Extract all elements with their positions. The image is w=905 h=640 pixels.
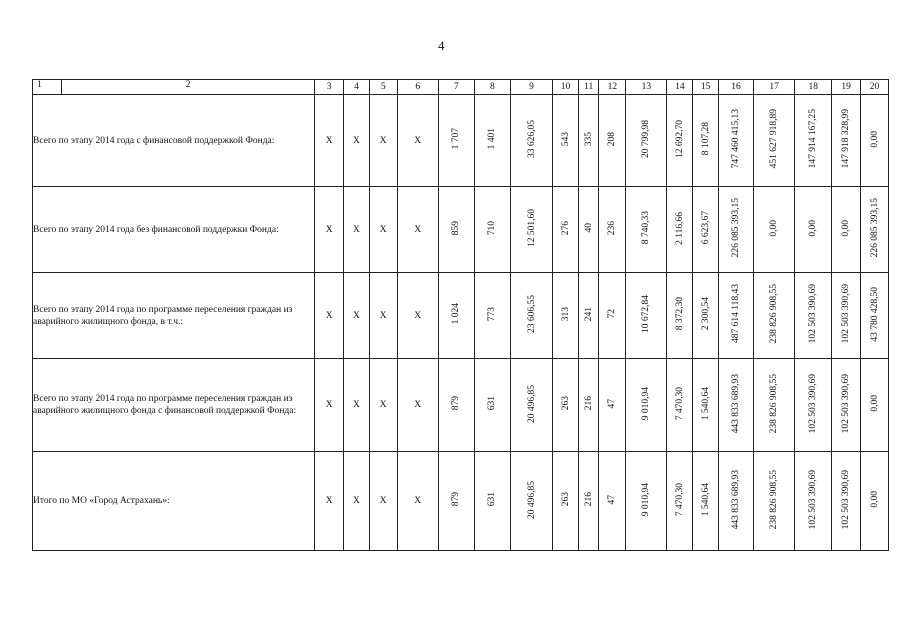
value-cell xyxy=(667,359,693,452)
value-cell xyxy=(510,95,552,187)
cross-cell: X xyxy=(369,452,397,551)
header-cell: 2 xyxy=(185,80,191,90)
cross-cell: X xyxy=(315,273,344,359)
value-cell xyxy=(693,95,719,187)
value-cell xyxy=(753,273,794,359)
value-text: 7 470,30 xyxy=(674,386,685,421)
value-cell xyxy=(861,359,889,452)
table-row xyxy=(33,452,889,551)
value-text: 0,00 xyxy=(869,491,880,508)
value-cell xyxy=(626,273,667,359)
cross-cell: X xyxy=(369,187,397,273)
value-text: 238 826 908,55 xyxy=(769,469,780,530)
header-cell: 3 xyxy=(315,80,344,95)
value-cell xyxy=(832,359,861,452)
value-text: 238 826 908,55 xyxy=(769,373,780,434)
value-text: 47 xyxy=(607,398,618,409)
value-cell xyxy=(861,273,889,359)
value-cell xyxy=(861,187,889,273)
value-cell xyxy=(718,187,753,273)
header-cell: 5 xyxy=(369,80,397,95)
value-text: 443 833 689,93 xyxy=(730,469,741,530)
cross-cell: X xyxy=(397,273,438,359)
value-cell xyxy=(599,95,626,187)
value-text: 859 xyxy=(451,220,462,236)
value-text: 2 300,54 xyxy=(700,297,711,331)
value-text: 276 xyxy=(560,220,571,236)
cross-cell: X xyxy=(369,273,397,359)
value-cell xyxy=(718,359,753,452)
value-text: 20 496,85 xyxy=(526,480,537,519)
cross-cell: X xyxy=(315,359,344,452)
value-cell xyxy=(693,187,719,273)
header-cell: 9 xyxy=(510,80,552,95)
page-number: 4 xyxy=(438,38,445,53)
value-text: 33 626,05 xyxy=(526,120,537,158)
value-text: 1 401 xyxy=(487,128,498,150)
value-cell xyxy=(578,273,599,359)
value-cell xyxy=(599,452,626,551)
value-text: 8 372,30 xyxy=(674,297,685,331)
value-cell xyxy=(578,95,599,187)
header-cell: 11 xyxy=(578,80,599,95)
cross-cell: X xyxy=(344,359,370,452)
value-cell xyxy=(795,273,832,359)
value-cell xyxy=(474,187,510,273)
value-text: 0,00 xyxy=(808,219,819,237)
value-text: 8 740,33 xyxy=(641,211,652,245)
value-text: 12 501,60 xyxy=(526,209,537,247)
cross-cell: X xyxy=(397,187,438,273)
value-cell xyxy=(474,273,510,359)
value-cell xyxy=(832,273,861,359)
value-text: 443 833 689,93 xyxy=(730,373,741,434)
value-cell xyxy=(795,359,832,452)
row-label: Всего по этапу 2014 года по программе переселения граждан из аварийного жилищного фонда с финансовой поддержкой Фонда: xyxy=(33,359,315,452)
value-text: 0,00 xyxy=(841,219,852,237)
value-text: 20 799,98 xyxy=(641,120,652,158)
value-cell xyxy=(753,452,794,551)
value-cell xyxy=(438,359,474,452)
row-label: Всего по этапу 2014 года с финансовой поддержкой Фонда: xyxy=(33,95,315,187)
value-text: 631 xyxy=(487,492,498,507)
value-text: 147 918 328,99 xyxy=(841,109,852,169)
value-text: 23 606,55 xyxy=(526,295,537,333)
value-text: 263 xyxy=(560,492,571,507)
header-cell: 20 xyxy=(861,80,889,95)
value-text: 236 xyxy=(607,220,618,236)
value-text: 313 xyxy=(560,306,571,322)
value-cell xyxy=(795,95,832,187)
value-text: 47 xyxy=(607,494,618,505)
value-cell xyxy=(474,95,510,187)
data-table xyxy=(32,79,889,551)
cross-cell: X xyxy=(369,95,397,187)
value-cell xyxy=(578,452,599,551)
value-cell xyxy=(753,359,794,452)
value-cell xyxy=(553,187,579,273)
value-text: 1 707 xyxy=(451,128,462,150)
value-text: 631 xyxy=(487,396,498,411)
value-cell xyxy=(693,359,719,452)
value-cell xyxy=(553,273,579,359)
row-label: Всего по этапу 2014 года по программе переселения граждан из аварийного жилищного фонда, в т.ч.: xyxy=(33,273,315,359)
value-cell xyxy=(474,452,510,551)
value-text: 263 xyxy=(560,396,571,411)
value-cell xyxy=(510,187,552,273)
header-cell: 8 xyxy=(474,80,510,95)
value-text: 102 503 390,69 xyxy=(808,373,819,434)
value-cell xyxy=(438,187,474,273)
value-cell xyxy=(667,187,693,273)
cross-cell: X xyxy=(315,95,344,187)
value-cell xyxy=(510,273,552,359)
value-text: 9 010,94 xyxy=(641,386,652,421)
cross-cell: X xyxy=(369,359,397,452)
value-text: 102 503 390,69 xyxy=(808,469,819,530)
value-cell xyxy=(795,187,832,273)
value-cell xyxy=(753,95,794,187)
value-text: 216 xyxy=(583,396,594,411)
value-cell xyxy=(553,359,579,452)
header-cell: 1 xyxy=(35,80,62,94)
table-row xyxy=(33,359,889,452)
value-text: 710 xyxy=(487,220,498,236)
value-text: 102 503 390,69 xyxy=(808,284,819,344)
header-cell: 4 xyxy=(344,80,370,95)
value-text: 12 692,70 xyxy=(674,120,685,158)
header-cell: 16 xyxy=(718,80,753,95)
value-text: 226 085 393,15 xyxy=(869,198,880,258)
value-text: 451 627 918,89 xyxy=(769,109,780,169)
value-cell xyxy=(599,187,626,273)
table-row xyxy=(33,187,889,273)
value-text: 102 503 390,69 xyxy=(841,284,852,344)
cross-cell: X xyxy=(344,452,370,551)
cross-cell: X xyxy=(397,95,438,187)
cross-cell: X xyxy=(315,452,344,551)
value-cell xyxy=(599,359,626,452)
row-label: Итого по МО «Город Астрахань»: xyxy=(33,452,315,551)
value-cell xyxy=(510,359,552,452)
value-text: 2 116,66 xyxy=(674,211,685,245)
header-cell xyxy=(33,80,315,95)
value-text: 8 107,28 xyxy=(700,122,711,156)
value-text: 9 010,94 xyxy=(641,482,652,517)
cross-cell: X xyxy=(344,187,370,273)
value-cell xyxy=(553,452,579,551)
header-cell: 13 xyxy=(626,80,667,95)
value-text: 543 xyxy=(560,131,571,147)
value-text: 226 085 393,15 xyxy=(730,198,741,258)
value-text: 6 623,67 xyxy=(700,211,711,245)
header-cell: 18 xyxy=(795,80,832,95)
value-text: 747 460 415,13 xyxy=(730,109,741,169)
value-text: 335 xyxy=(583,131,594,147)
cross-cell: X xyxy=(315,187,344,273)
value-cell xyxy=(795,452,832,551)
value-text: 773 xyxy=(487,306,498,322)
value-text: 1 024 xyxy=(451,303,462,325)
table-row xyxy=(33,95,889,187)
value-text: 487 614 118,43 xyxy=(730,284,741,344)
value-text: 102 503 390,69 xyxy=(841,373,852,434)
value-text: 147 914 167,25 xyxy=(808,109,819,169)
value-text: 0,00 xyxy=(769,219,780,237)
value-cell xyxy=(510,452,552,551)
value-text: 0,00 xyxy=(869,130,880,148)
value-cell xyxy=(832,95,861,187)
header-cell: 12 xyxy=(599,80,626,95)
value-cell xyxy=(626,187,667,273)
value-cell xyxy=(438,452,474,551)
table-row xyxy=(33,273,889,359)
header-cell: 17 xyxy=(753,80,794,95)
header-cell: 19 xyxy=(832,80,861,95)
value-cell xyxy=(693,452,719,551)
value-cell xyxy=(626,95,667,187)
value-text: 43 780 428,50 xyxy=(869,286,880,342)
value-cell xyxy=(626,452,667,551)
value-cell xyxy=(667,452,693,551)
value-cell xyxy=(718,273,753,359)
cross-cell: X xyxy=(344,273,370,359)
value-cell xyxy=(578,359,599,452)
cross-cell: X xyxy=(397,452,438,551)
value-cell xyxy=(667,95,693,187)
value-text: 7 470,30 xyxy=(674,482,685,517)
header-cell: 14 xyxy=(667,80,693,95)
value-cell xyxy=(599,273,626,359)
value-text: 0,00 xyxy=(869,395,880,412)
value-cell xyxy=(832,452,861,551)
value-text: 72 xyxy=(607,309,618,319)
value-text: 879 xyxy=(451,396,462,411)
value-cell xyxy=(626,359,667,452)
value-cell xyxy=(753,187,794,273)
value-text: 10 672,84 xyxy=(641,295,652,333)
value-cell xyxy=(718,452,753,551)
value-cell xyxy=(861,95,889,187)
value-cell xyxy=(438,95,474,187)
header-cell: 15 xyxy=(693,80,719,95)
value-text: 20 496,85 xyxy=(526,384,537,423)
value-text: 1 540,64 xyxy=(700,386,711,421)
value-cell xyxy=(693,273,719,359)
cross-cell: X xyxy=(397,359,438,452)
value-cell xyxy=(438,273,474,359)
value-text: 208 xyxy=(607,131,618,147)
header-cell: 10 xyxy=(553,80,579,95)
header-cell: 6 xyxy=(397,80,438,95)
value-text: 241 xyxy=(583,306,594,322)
value-text: 40 xyxy=(583,223,594,233)
value-text: 102 503 390,69 xyxy=(841,469,852,530)
header-row xyxy=(33,80,889,95)
value-cell xyxy=(578,187,599,273)
value-cell xyxy=(553,95,579,187)
value-cell xyxy=(861,452,889,551)
value-text: 238 826 908,55 xyxy=(769,284,780,344)
value-text: 1 540,64 xyxy=(700,482,711,517)
value-text: 216 xyxy=(583,492,594,507)
row-label: Всего по этапу 2014 года без финансовой поддержки Фонда: xyxy=(33,187,315,273)
value-cell xyxy=(832,187,861,273)
cross-cell: X xyxy=(344,95,370,187)
value-cell xyxy=(474,359,510,452)
value-cell xyxy=(667,273,693,359)
value-cell xyxy=(718,95,753,187)
value-text: 879 xyxy=(451,492,462,507)
header-cell: 7 xyxy=(438,80,474,95)
